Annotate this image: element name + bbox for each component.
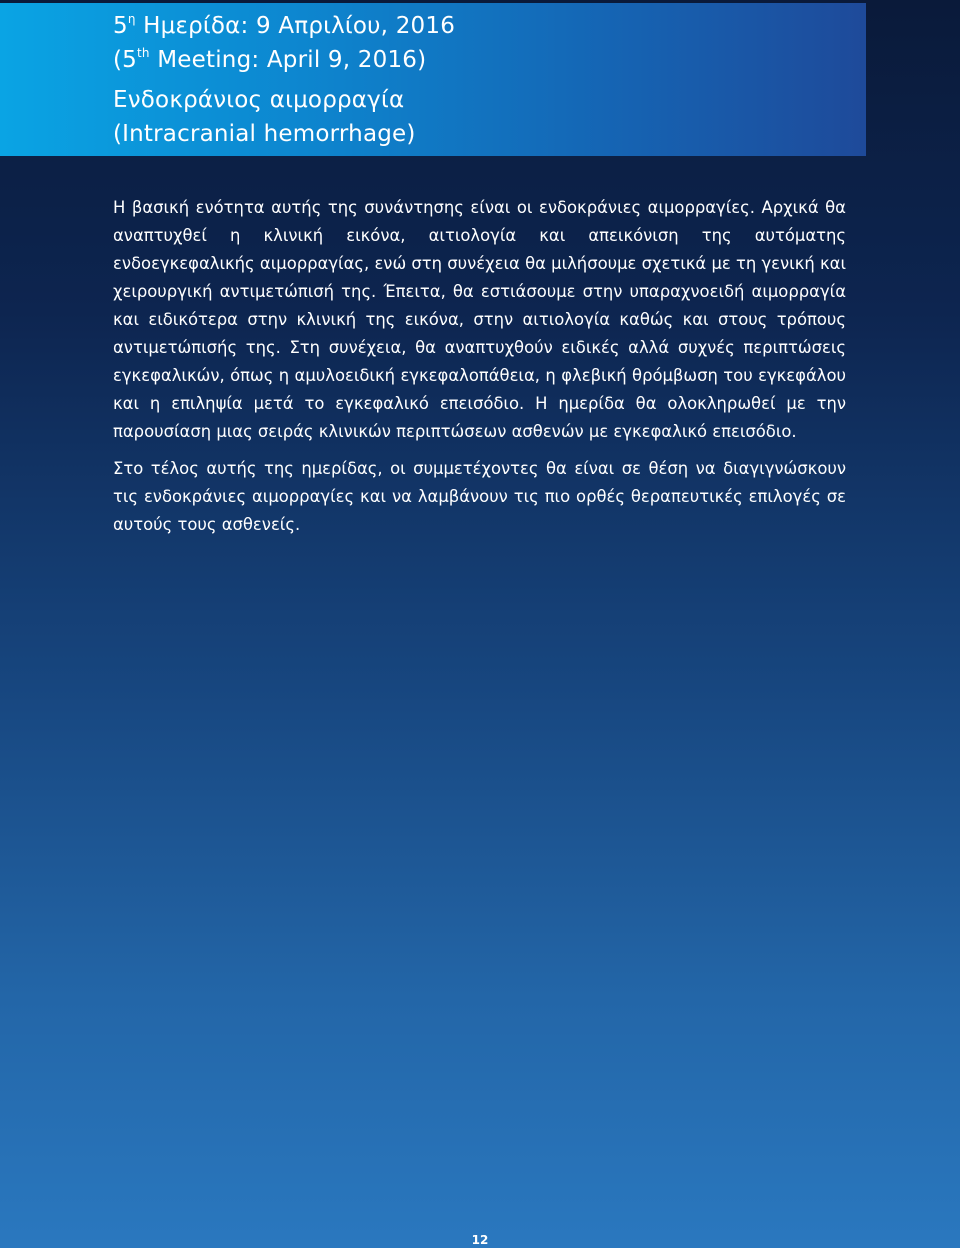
meeting-number: 5 — [113, 13, 128, 39]
body-text — [113, 194, 846, 539]
paragraph-intro: Η βασική ενότητα αυτής της συνάντησης είναι οι ενδοκράνιες αιμορραγίες. Αρχικά θα αναπτυχθεί η κλινική εικόνα, αιτιολογία και απεικόνιση της αυτόματης ενδοεγκεφαλικής αιμορραγίας, ενώ στη συνέχεια θα μιλήσουμε σχετικά με τη γενική και χειρουργική αντιμετώπισή της. Έπειτα, θα εστιάσουμε στην υπαραχνοειδή αιμορραγία και ειδικότερα στην κλινική της εικόνα, στην αιτιολογία καθώς και στους τρόπους αντιμετώπισής της. Στη συνέχεια, θα αναπτυχθούν ειδικές αλλά συχνές περιπτώσεις εγκεφαλικών, όπως η αμυλοειδική εγκεφαλοπάθεια, η φλεβική θρόμβωση του εγκεφάλου και η επιληψία μετά το εγκεφαλικό επεισόδιο. Η ημερίδα θα ολοκληρωθεί με την παρουσίαση μιας σειράς κλινικών περιπτώσεων ασθενών με εγκεφαλικό επεισόδιο. — [113, 198, 846, 441]
meeting-prefix-english: (5 — [113, 47, 138, 73]
meeting-date-english: Meeting: April 9, 2016) — [149, 47, 427, 73]
header-title-block — [113, 9, 853, 151]
page-number: 12 — [471, 1233, 489, 1247]
meeting-title-english — [113, 43, 853, 77]
meeting-ordinal-suffix-english: th — [137, 46, 150, 60]
meeting-date-greek: Ημερίδα: 9 Απριλίου, 2016 — [135, 13, 456, 39]
topic-title-greek: Ενδοκράνιος αιμορραγία — [113, 87, 405, 113]
paragraph-outcome: Στο τέλος αυτής της ημερίδας, οι συμμετέχοντες θα είναι σε θέση να διαγιγνώσκουν τις ενδοκράνιες αιμορραγίες και να λαμβάνουν τις πιο ορθές θεραπευτικές επιλογές σε αυτούς τους ασθενείς. — [113, 459, 846, 534]
topic-title-english: (Intracranial hemorrhage) — [113, 121, 416, 147]
meeting-ordinal-suffix-greek: η — [127, 12, 136, 26]
meeting-title-greek — [113, 9, 853, 43]
